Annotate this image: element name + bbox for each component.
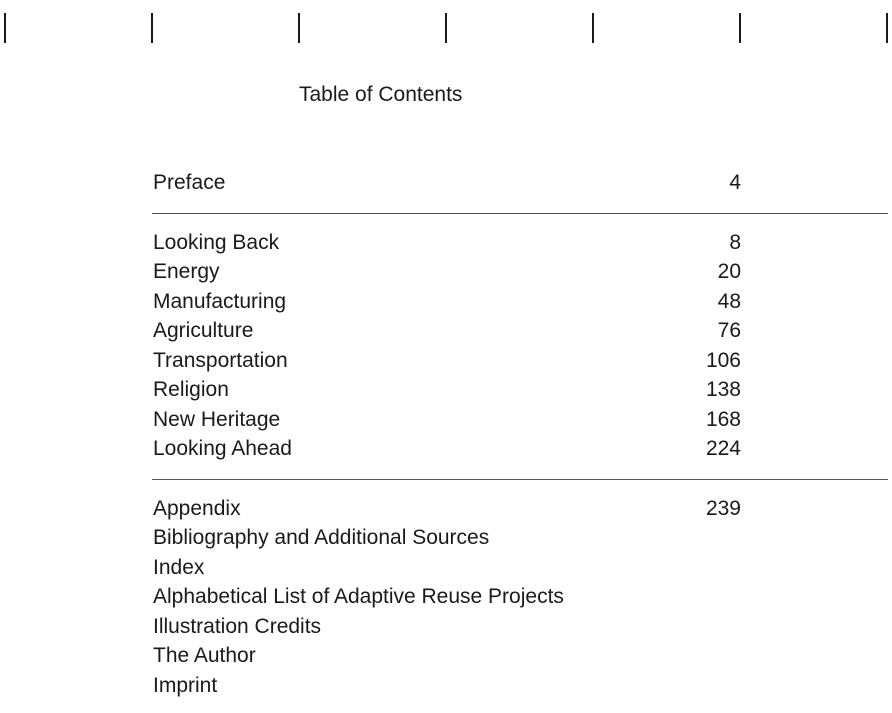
toc-entry[interactable] — [152, 612, 888, 642]
toc-entry[interactable] — [152, 316, 888, 346]
ruler-tick — [739, 13, 741, 43]
toc-entry-label: Agriculture — [153, 319, 254, 342]
toc-entry-page: 4 — [729, 171, 741, 194]
toc-entry-page: 48 — [717, 289, 741, 313]
toc-entry-label: Looking Ahead — [153, 437, 292, 460]
toc-section-back-matter — [152, 494, 888, 701]
ruler-tick — [886, 13, 888, 43]
toc-entry-page: 76 — [717, 319, 741, 342]
ruler-tick — [151, 13, 153, 43]
ruler-tick — [445, 13, 447, 43]
ruler-tick — [592, 13, 594, 43]
toc-entry[interactable] — [152, 434, 888, 464]
toc-entry-label: Energy — [153, 260, 220, 283]
toc-entry-label: The Author — [153, 644, 256, 667]
toc-entry[interactable] — [152, 553, 888, 583]
toc-section-front-matter — [152, 168, 888, 214]
toc-entry-label: Alphabetical List of Adaptive Reuse Projects — [153, 585, 564, 608]
toc-entry-label: New Heritage — [153, 407, 281, 431]
toc-entry-label: Index — [153, 555, 205, 579]
toc-entry[interactable] — [152, 375, 888, 405]
toc-entry-page: 138 — [705, 378, 741, 401]
toc-entry-label: Bibliography and Additional Sources — [153, 526, 490, 549]
table-of-contents — [152, 168, 888, 700]
toc-entry-label: Religion — [153, 378, 229, 401]
toc-section-chapters — [152, 228, 888, 480]
toc-entry-label: Illustration Credits — [153, 614, 322, 638]
toc-entry-page: 168 — [705, 407, 741, 431]
ruler-tick — [4, 13, 6, 43]
toc-entry-label: Transportation — [153, 348, 288, 372]
toc-entry[interactable] — [152, 287, 888, 317]
toc-entry-page: 20 — [717, 260, 741, 283]
toc-entry[interactable] — [152, 257, 888, 287]
page-title: Table of Contents — [299, 83, 463, 106]
toc-entry-label: Appendix — [153, 496, 241, 520]
toc-entry[interactable] — [152, 582, 888, 612]
toc-entry[interactable] — [152, 405, 888, 435]
toc-entry-page: 8 — [729, 230, 741, 254]
ruler-tick — [298, 13, 300, 43]
toc-entry-page: 224 — [705, 437, 741, 460]
toc-entry[interactable] — [152, 671, 888, 701]
toc-entry[interactable] — [152, 641, 888, 671]
toc-entry[interactable] — [152, 494, 888, 524]
toc-entry[interactable] — [152, 523, 888, 553]
toc-entry[interactable] — [152, 228, 888, 258]
toc-entry-label: Manufacturing — [153, 289, 287, 313]
toc-entry-label: Imprint — [153, 673, 218, 697]
toc-entry-page: 106 — [705, 348, 741, 372]
toc-entry-page: 239 — [705, 496, 741, 520]
toc-entry[interactable] — [152, 346, 888, 376]
toc-entry[interactable] — [152, 168, 888, 198]
toc-entry-label: Preface — [153, 171, 226, 194]
toc-entry-label: Looking Back — [153, 230, 280, 254]
